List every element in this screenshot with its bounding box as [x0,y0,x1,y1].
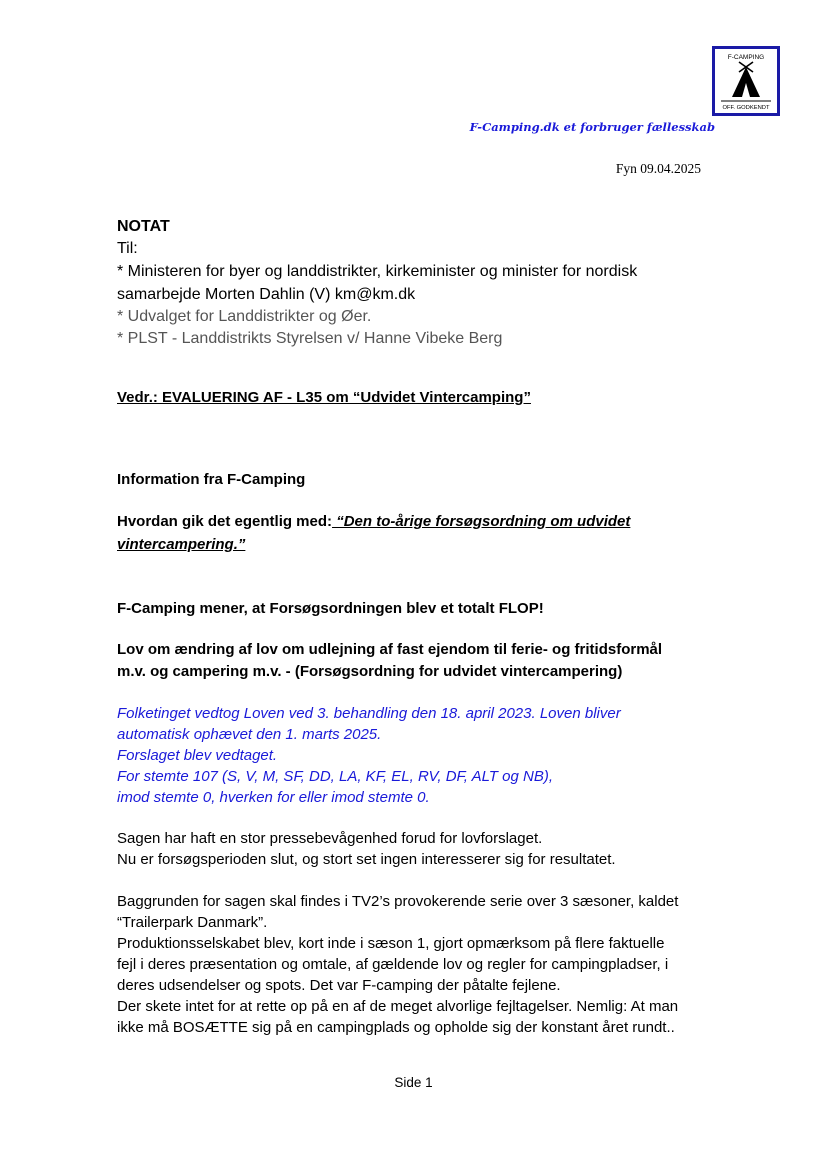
question-lead: Hvordan gik det egentlig med: [117,513,333,530]
subject-line: Vedr.: EVALUERING AF - L35 om “Udvidet Vintercamping” [117,389,531,406]
vote-info-line: For stemte 107 (S, V, M, SF, DD, LA, KF, EL, RV, DF, ALT og NB), [117,768,553,785]
recipient-2: * Udvalget for Landdistrikter og Øer. [117,308,372,325]
question-quote-1: “Den to-årige forsøgsordning om udvidet [332,513,631,530]
notat-heading: NOTAT [117,218,170,235]
document-date: Fyn 09.04.2025 [615,161,701,176]
to-label: Til: [117,240,138,257]
paragraph-2-line: deres udsendelser og spots. Det var F-camping der påtalte fejlene. [117,977,561,994]
vote-info-line: Folketinget vedtog Loven ved 3. behandling den 18. april 2023. Loven bliver [117,705,621,722]
question-quote-2: vintercampering.” [117,536,246,553]
question-line-1 [117,513,630,530]
paragraph-2-line: Produktionsselskabet blev, kort inde i sæson 1, gjort opmærksom på flere faktuelle [117,935,665,952]
tent-icon [715,49,777,113]
paragraph-2-line: Der skete intet for at rette op på en af de meget alvorlige fejltagelser. Nemlig: At man [117,998,679,1015]
vote-info-line: Forslaget blev vedtaget. [117,747,278,764]
tagline: F-Camping.dk et forbruger fællesskab [469,120,715,134]
logo-top-text: F-CAMPING [727,54,765,61]
recipient-3: * PLST - Landdistrikts Styrelsen v/ Hanne Vibeke Berg [117,330,503,347]
paragraph-2-line: “Trailerpark Danmark”. [117,914,268,931]
paragraph-2-line: fejl i deres præsentation og omtale, af gældende lov og regler for campingpladser, i [117,956,669,973]
logo-bottom-text: OFF. GODKENDT [722,105,770,111]
section-heading-information: Information fra F-Camping [117,471,306,488]
paragraph-2-line: ikke må BOSÆTTE sig på en campingplads og opholde sig der konstant året rundt.. [117,1019,675,1036]
paragraph-1-line: Sagen har haft en stor pressebevågenhed forud for lovforslaget. [117,830,543,847]
f-camping-logo [712,46,780,116]
recipient-1-line-2: samarbejde Morten Dahlin (V) km@km.dk [117,286,416,303]
opinion-statement: F-Camping mener, at Forsøgsordningen blev et totalt FLOP! [117,600,544,617]
recipient-1-line-1: * Ministeren for byer og landdistrikter, kirkeminister og minister for nordisk [117,263,638,280]
vote-info-line: automatisk ophævet den 1. marts 2025. [117,726,382,743]
law-title-line-1: Lov om ændring af lov om udlejning af fast ejendom til ferie- og fritidsformål [117,641,663,658]
vote-info-line: imod stemte 0, hverken for eller imod stemte 0. [117,789,430,806]
paragraph-2-line: Baggrunden for sagen skal findes i TV2’s provokerende serie over 3 sæsoner, kaldet [117,893,679,910]
law-title-line-2: m.v. og campering m.v. - (Forsøgsordning for udvidet vintercampering) [117,663,623,680]
page-number: Side 1 [394,1075,433,1090]
paragraph-1-line: Nu er forsøgsperioden slut, og stort set ingen interesserer sig for resultatet. [117,851,616,868]
